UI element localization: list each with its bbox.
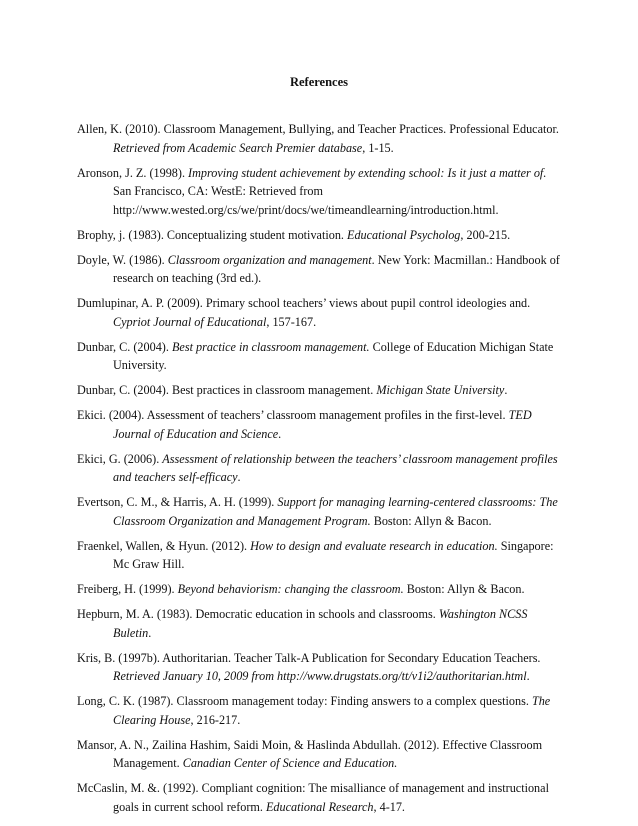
reference-entry-dunbar-2: Dunbar, C. (2004). Best practices in classroom management. Michigan State University. <box>77 383 508 397</box>
reference-entry-aronson: Aronson, J. Z. (1998). Improving student achievement by extending school: Is it just a matter of. San Francisco, CA: WestE: Retrieved from http://www.wested.org/cs/we/print/docs/we/timeandlearning/introduction.html. <box>77 165 547 217</box>
reference-entry-kris: Kris, B. (1997b). Authoritarian. Teacher Talk-A Publication for Secondary Education Teachers. Retrieved January 10, 2009 from http://www.drugstats.org/tt/v1i2/authoritarian.html. <box>77 650 541 683</box>
reference-entry-ekici-2004: Ekici. (2004). Assessment of teachers’ classroom management profiles in the first-level. TED Journal of Education and Science. <box>77 408 532 441</box>
reference-entry-mccaslin: McCaslin, M. &. (1992). Compliant cognition: The misalliance of management and instructional goals in current school reform. Educational Research, 4-17. <box>77 781 549 814</box>
reference-entry-fraenkel: Fraenkel, Wallen, & Hyun. (2012). How to design and evaluate research in education. Singapore: Mc Graw Hill. <box>77 538 554 571</box>
reference-entry-dunbar-1: Dunbar, C. (2004). Best practice in classroom management. College of Education Michigan State University. <box>77 339 554 372</box>
reference-entry-dumlupinar: Dumlupinar, A. P. (2009). Primary school teachers’ views about pupil control ideologies and. Cypriot Journal of Educational, 157-167. <box>77 296 531 329</box>
reference-entry-mansor: Mansor, A. N., Zailina Hashim, Saidi Moin, & Haslinda Abdullah. (2012). Effective Classroom Management. Canadian Center of Science and Education. <box>77 737 543 770</box>
reference-entry-evertson: Evertson, C. M., & Harris, A. H. (1999). Support for managing learning-centered classrooms: The Classroom Organization and Management Program. Boston: Allyn & Bacon. <box>77 495 558 528</box>
reference-list <box>77 120 567 823</box>
reference-entry-freiberg: Freiberg, H. (1999). Beyond behaviorism: changing the classroom. Boston: Allyn & Bacon. <box>77 582 525 596</box>
reference-entry-ekici-2006: Ekici, G. (2006). Assessment of relationship between the teachers’ classroom management profiles and teachers self-efficacy. <box>77 451 558 484</box>
page-title: References <box>289 75 349 89</box>
reference-entry-allen: Allen, K. (2010). Classroom Management, Bullying, and Teacher Practices. Professional Educator. Retrieved from Academic Search Premier database, 1-15. <box>77 122 559 155</box>
reference-entry-brophy: Brophy, j. (1983). Conceptualizing student motivation. Educational Psycholog, 200-215. <box>77 227 511 242</box>
reference-entry-doyle: Doyle, W. (1986). Classroom organization and management. New York: Macmillan.: Handbook of research on teaching (3rd ed.). <box>77 252 560 285</box>
reference-entry-hepburn: Hepburn, M. A. (1983). Democratic education in schools and classrooms. Washington NCSS Buletin. <box>77 607 528 640</box>
reference-entry-long: Long, C. K. (1987). Classroom management today: Finding answers to a complex questions. The Clearing House, 216-217. <box>77 694 551 727</box>
